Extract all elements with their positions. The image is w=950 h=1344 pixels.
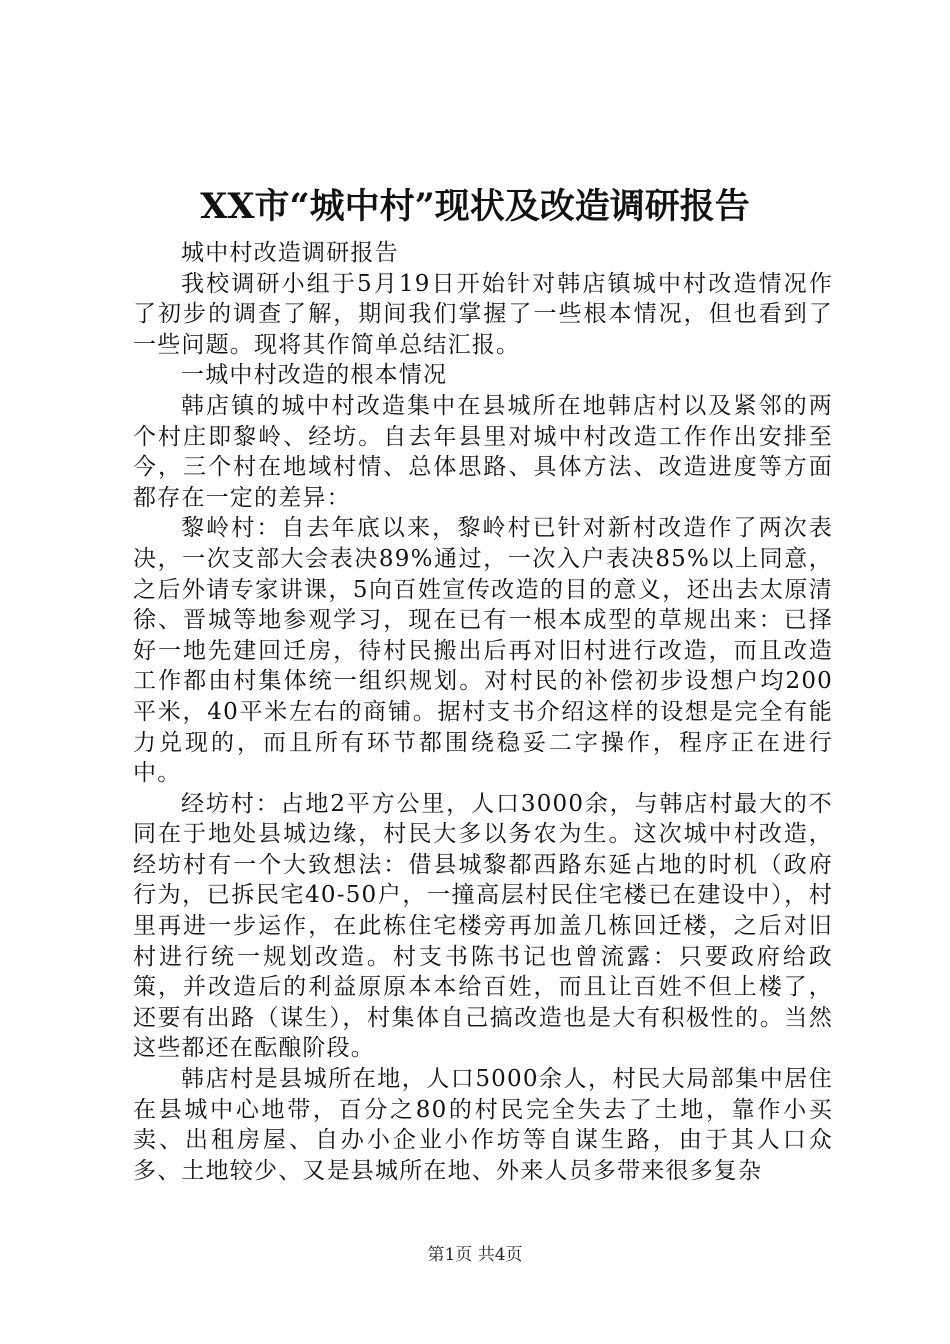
paragraph-intro: 我校调研小组于5月19日开始针对韩店镇城中村改造情况作了初步的调查了解，期间我们掌握了一些根本情况，但也看到了一些问题。现将其作简单总结汇报。 xyxy=(133,270,833,358)
document-body xyxy=(133,238,833,1186)
section-heading: 一城中村改造的根本情况 xyxy=(181,362,448,389)
paragraph-jingfang: 经坊村：占地2平方公里，人口3000余，与韩店村最大的不同在于地处县城边缘，村民大多以务农为生。这次城中村改造，经坊村有一个大致想法：借县城黎都西路东延占地的时机（政府行为，已拆民宅40-50户，一撞高层村民住宅楼已在建设中），村里再进一步运作，在此栋住宅楼旁再加盖几栋回迁楼，之后对旧村进行统一规划改造。村支书陈书记也曾流露：只要政府给政策，并改造后的利益原原本本给百姓，而且让百姓不但上楼了，还要有出路（谋生），村集体自己搞改造也是大有积极性的。当然这些都还在酝酿阶段。 xyxy=(133,790,833,1062)
document-title: XX市“城中村”现状及改造调研报告 xyxy=(200,186,750,227)
page-number-footer: 第1页 共4页 xyxy=(427,1245,523,1265)
paragraph-overview: 韩店镇的城中村改造集中在县城所在地韩店村以及紧邻的两个村庄即黎岭、经坊。自去年县里对城中村改造工作作出安排至今，三个村在地域村情、总体思路、具体方法、改造进度等方面都存在一定的差异： xyxy=(133,392,833,511)
paragraph-subtitle: 城中村改造调研报告 xyxy=(181,240,399,266)
paragraph-handian: 韩店村是县城所在地，人口5000余人，村民大局部集中居住在县城中心地带，百分之80的村民完全失去了土地，靠作小买卖、出租房屋、自办小企业小作坊等自谋生路，由于其人口众多、土地较少、又是县城所在地、外来人员多带来很多复杂 xyxy=(133,1066,833,1184)
paragraph-liling: 黎岭村：自去年底以来，黎岭村已针对新村改造作了两次表决，一次支部大会表决89%通过，一次入户表决85%以上同意，之后外请专家讲课，5向百姓宣传改造的目的意义，还出去太原清徐、晋城等地参观学习，现在已有一根本成型的草规出来：已择好一地先建回迁房，待村民搬出后再对旧村进行改造，而且改造工作都由村集体统一组织规划。对村民的补偿初步设想户均200平米，40平米左右的商铺。据村支书介绍这样的设想是完全有能力兑现的，而且所有环节都围绕稳妥二字操作，程序正在进行中。 xyxy=(133,515,833,787)
